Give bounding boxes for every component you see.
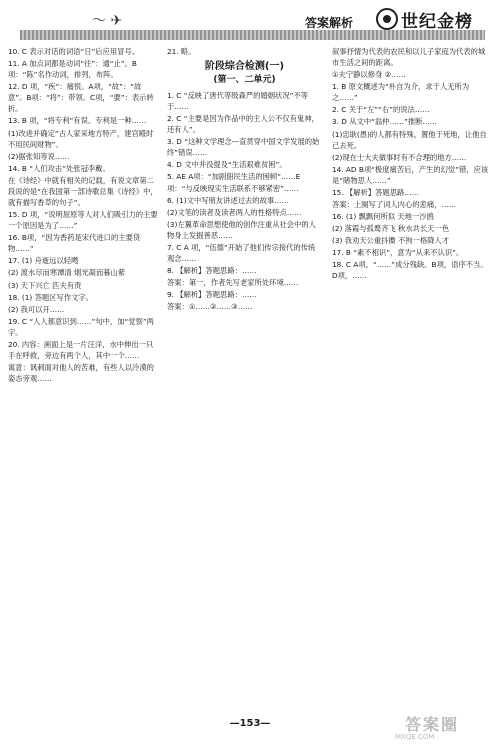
- brand-logo: [376, 6, 491, 32]
- text-line: 3. D 从文中“翁仲……”推断……: [332, 117, 438, 127]
- page-header: [0, 0, 500, 46]
- column-right: [332, 46, 490, 283]
- header-answer-label: 答案解析: [305, 16, 354, 30]
- text-line: 答案：第一，作者先写老家所处环境……: [167, 278, 299, 288]
- text-line: (3) 我劝天公重抖擞 不拘一格降人才: [332, 236, 450, 246]
- text-line: 15. D 项，“说明屈原等人对人们吸引力的主要一个原因是为了……”: [8, 210, 158, 231]
- text-line: 12. D 项，“疾”：痛恨。A项，“故”：“故意”。B项：“将”：带领。C项，“要”：表示转折。: [8, 82, 154, 114]
- text-line: 16. B项，“因为香药是宋代进口的主要货物……”: [8, 233, 141, 254]
- birds-decoration: 〜 ✈: [92, 13, 123, 29]
- text-line: (3) 天下兴亡 匹夫有责: [8, 280, 82, 290]
- text-line: 8. 【解析】答题思路：……: [167, 266, 257, 276]
- text-line: (3)左翼革命思想使他的创作注重从社会中的人物身上发掘善恶……: [167, 219, 316, 240]
- text-line: 18. C A项，“……”成分残缺。B项，语序不当。D项，……: [332, 260, 488, 281]
- text-line: (2)文笔的读者及读者两人的性格特点……: [167, 207, 302, 217]
- text-line: 答案：①……②……③……: [167, 302, 253, 312]
- text-line: (2)据张知等说……: [8, 151, 70, 161]
- text-line: 11. A 加点词都是动词“往”：通“止”。B项：“陈”名作动词，排列，布阵。: [8, 59, 137, 80]
- text-line: 10. C 表示对话的词语“日”后应用冒号。: [8, 47, 140, 56]
- text-line: 在《诗经》中就有相关的记载，有说文章第二段说的是“在我国第一部诗歌总集《诗经》中，就有描写香草的句子”。: [8, 175, 158, 208]
- text-line: (1)忠耿(愚)的人都有特殊，置他于死地，让他自己去死。: [332, 129, 487, 150]
- text-line: 19. C “人人都意识到……”句中，加“觉察”两字。: [8, 316, 154, 337]
- brand-mark-icon: [376, 8, 398, 30]
- text-line: 13. B 项，“将专利”有误。专利是一种……: [8, 116, 147, 126]
- text-line: 21. 略。: [167, 47, 196, 56]
- text-line: ①夫宁静以修身 ②……: [332, 70, 406, 80]
- text-line: 20. 内容：画面上是一片汪洋，水中伸出一只手在呼救，旁边有两个人，其中一个……: [8, 339, 154, 361]
- text-line: 14. AD B项“极度痛苦后，产生的幻觉”错，应该是“睹物思人……”: [332, 164, 489, 185]
- text-line: 1. C “反映了唐代等级森严的婚姻状况”不等于……: [167, 90, 309, 112]
- text-line: 5. AE A项：“加剧佃民生活的困顿”……E项：“与反映现实生活联系不够紧密”……: [167, 172, 301, 193]
- watermark-url: MXQE.COM: [395, 733, 435, 741]
- text-line: (1)改进并确定“古人家采地方特产，建宫殿时不用民间财物”。: [8, 128, 154, 149]
- section-title: 阶段综合检测(一): [204, 61, 285, 73]
- brand-name: 世纪金榜: [401, 11, 473, 32]
- column-middle: [167, 46, 322, 313]
- text-line: (2) 渡水尽而寒潭清 烟光凝而暮山紫: [8, 268, 126, 278]
- text-line: (2)现在士大夫做事时有不合理的地方……: [332, 152, 467, 162]
- text-line: 2. C 关于“左”“右”的说法……: [332, 105, 430, 115]
- page-number: —153—: [229, 718, 271, 729]
- text-line: 2. C “主要是因为作品中的主人公不仅有鬼神，还有人”。: [167, 114, 319, 135]
- text-line: 1. B 原文概述为“朴自为介，求于人无所为之……”: [332, 82, 470, 103]
- column-left: [8, 46, 158, 385]
- text-line: 4. D 文中并没提及“生活艰难贫困”。: [167, 160, 287, 170]
- text-line: 14. B “人们攻击”处张冠李戴。: [8, 163, 110, 173]
- text-line: 3. D “这种文学理念—直贯穿中国文学发展的始终”错误……: [167, 137, 320, 158]
- text-line: 15. 【解析】答题思路……: [332, 187, 419, 197]
- text-line: (2) 落霞与孤鹜齐飞 秋水共长天一色: [332, 224, 450, 234]
- text-line: 17. (1) 舟逝远以轻飏: [8, 256, 79, 266]
- text-line: 6. (1)文中写朋友讲述过去的故事……: [167, 195, 289, 205]
- text-line: 寓意：讽刺面对他人的苦难，有些人以冷漠的姿态旁观……: [8, 363, 154, 384]
- watermark: 答案圈: [405, 715, 460, 734]
- section-subtitle: (第一、二单元): [213, 75, 276, 86]
- text-line: 16. (1) 飘飘何所似 天地一沙鸥: [332, 212, 434, 222]
- text-line: 9. 【解析】答题思路：……: [167, 290, 257, 300]
- text-line: 7. C A 项，“伍德”开始了他们传宗接代的传统观念……: [167, 242, 316, 264]
- text-line: 18. (1) 答题区写作文字。: [8, 292, 93, 302]
- text-line: 17. B “素不相识”，意为“从来不认识”。: [332, 248, 464, 258]
- text-line: 答案：上阕写了词人内心的悲痛，……: [332, 200, 457, 210]
- text-line: 叙事抒情为代表的农民和以儿子家庭为代表的城市生活之间的距离。: [332, 47, 486, 68]
- text-line: (2) 我可以开……: [8, 304, 65, 314]
